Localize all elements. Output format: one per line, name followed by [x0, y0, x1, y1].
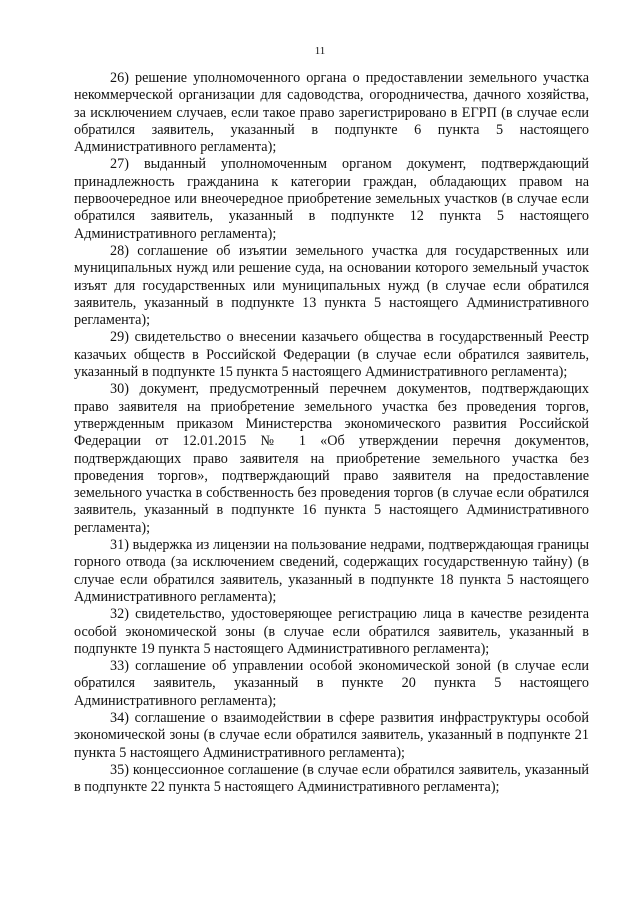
list-item-26: 26) решение уполномоченного органа о предоставлении земельного участка некоммерческой организации для садоводства, огородничества, дачного хозяйства, за исключением случаев, если такое право зарегистрировано в ЕГРП (в случае если обратился заявитель, указанный в подпункте 6 пункта 5 настоящего Административного регламента); [74, 70, 589, 156]
list-item-35: 35) концессионное соглашение (в случае если обратился заявитель, указанный в подпункте 22 пункта 5 настоящего Административного регламента); [74, 761, 589, 796]
list-item-29: 29) свидетельство о внесении казачьего общества в государственный Реестр казачьих обществ в Российской Федерации (в случае если обратился заявитель, указанный в подпункте 15 пункта 5 настоящего Административного регламента); [74, 329, 589, 381]
list-item-30: 30) документ, предусмотренный перечнем документов, подтверждающих право заявителя на приобретение земельного участка без проведения торгов, утвержденным приказом Министерства экономического развития Российской Федерации от 12.01.2015 № 1 «Об утверждении перечня документов, подтверждающих право заявителя на приобретение земельного участка без проведения торгов», подтверждающий право заявителя на предоставление земельного участка в собственность без проведения торгов (в случае если обратился заявитель, указанный в подпункте 16 пункта 5 настоящего Административного регламента); [74, 381, 589, 536]
list-item-32: 32) свидетельство, удостоверяющее регистрацию лица в качестве резидента особой экономической зоны (в случае если обратился заявитель, указанный в подпункте 19 пункта 5 настоящего Административного регламента); [74, 606, 589, 657]
document-body [74, 70, 589, 796]
page-number: 11 [314, 45, 326, 57]
list-item-28: 28) соглашение об изъятии земельного участка для государственных или муниципальных нужд или решение суда, на основании которого земельный участок изъят для государственных или муниципальных нужд (в случае если обратился заявитель, указанный в подпункте 13 пункта 5 настоящего Административного регламента); [74, 242, 589, 329]
list-item-34: 34) соглашение о взаимодействии в сфере развития инфраструктуры особой экономической зоны (в случае если обратился заявитель, указанный в подпункте 21 пункта 5 настоящего Административного регламента); [74, 709, 589, 761]
list-item-31: 31) выдержка из лицензии на пользование недрами, подтверждающая границы горного отвода (за исключением сведений, содержащих государственную тайну) (в случае если обратился заявитель, указанный в подпункте 18 пункта 5 настоящего Административного регламента); [74, 537, 589, 605]
list-item-33: 33) соглашение об управлении особой экономической зоной (в случае если обратился заявитель, указанный в пункте 20 пункта 5 настоящего Административного регламента); [74, 658, 589, 709]
list-item-27: 27) выданный уполномоченным органом документ, подтверждающий принадлежность гражданина к категории граждан, обладающих правом на первоочередное или внеочередное приобретение земельных участков (в случае если обратился заявитель, указанный в подпункте 12 пункта 5 настоящего Административного регламента); [74, 156, 589, 242]
